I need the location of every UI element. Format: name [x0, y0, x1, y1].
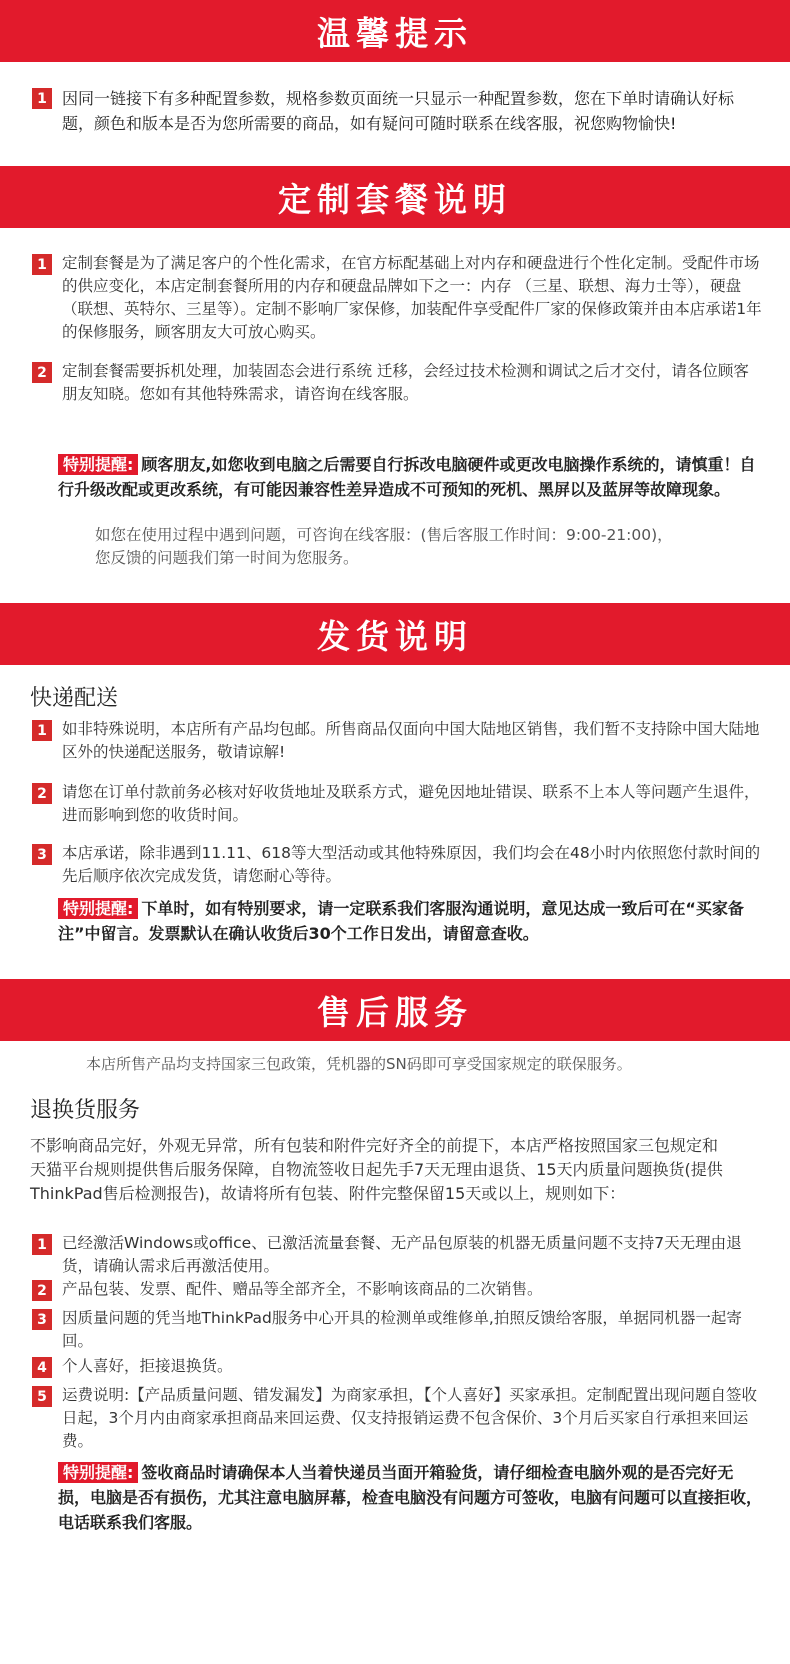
section-banner-shipping	[0, 603, 790, 665]
service-note-line: 如您在使用过程中遇到问题，可咨询在线客服：(售后客服工作时间：9:00-21:00)，	[95, 526, 673, 544]
item-text: 因质量问题的凭当地ThinkPad服务中心开具的检测单或维修单,拍照反馈给客服，单据同机器一起寄回。	[62, 1309, 742, 1350]
item-text: 定制套餐需要拆机处理，加装固态会进行系统 迁移，会经过技术检测和调试之后才交付，请各位顾客朋友知晓。您如有其他特殊需求，请咨询在线客服。	[62, 362, 749, 403]
item-number-badge: 1	[32, 1234, 52, 1255]
section-banner-custom	[0, 166, 790, 228]
item-text: 如非特殊说明，本店所有产品均包邮。所售商品仅面向中国大陆地区销售，我们暂不支持除中国大陆地区外的快递配送服务，敬请谅解!	[62, 720, 760, 761]
service-note-line: 您反馈的问题我们第一时间为您服务。	[95, 549, 359, 567]
list-item	[32, 718, 762, 766]
special-reminder	[58, 896, 762, 946]
item-number-badge: 5	[32, 1386, 52, 1407]
list-item	[32, 1355, 762, 1381]
item-text: 本店承诺，除非遇到11.11、618等大型活动或其他特殊原因，我们均会在48小时内依照您付款时间的先后顺序依次完成发货，请您耐心等待。	[62, 844, 761, 885]
item-number-badge: 1	[32, 254, 52, 275]
list-item	[32, 86, 762, 136]
item-text: 已经激活Windows或office、已激活流量套餐、无产品包原装的机器无质量问题不支持7天无理由退货，请确认需求后再激活使用。	[62, 1234, 742, 1275]
special-reminder-text: 顾客朋友,如您收到电脑之后需要自行拆改电脑硬件或更改电脑操作系统的，请慎重！自行升级改配或更改系统，有可能因兼容性差异造成不可预知的死机、黑屏以及蓝屏等故障现象。	[58, 455, 756, 499]
list-item	[32, 360, 762, 408]
item-number-badge: 2	[32, 362, 52, 383]
special-reminder-tag: 特别提醒:	[58, 454, 138, 475]
item-text: 产品包装、发票、配件、赠品等全部齐全，不影响该商品的二次销售。	[62, 1280, 543, 1298]
item-number-badge: 4	[32, 1357, 52, 1378]
list-item	[32, 252, 762, 347]
list-item	[32, 842, 762, 890]
list-item	[32, 1307, 762, 1355]
list-item	[32, 1384, 762, 1454]
subsection-title: 快递配送	[30, 686, 119, 711]
special-reminder-text: 下单时，如有特别要求，请一定联系我们客服沟通说明，意见达成一致后可在“买家备注”中留言。发票默认在确认收货后30个工作日发出，请留意查收。	[58, 899, 744, 943]
section-title: 温馨提示	[317, 13, 473, 53]
item-number-badge: 2	[32, 783, 52, 804]
item-number-badge: 1	[32, 88, 52, 109]
special-reminder	[58, 1460, 762, 1535]
special-reminder	[58, 452, 762, 502]
item-text: 定制套餐是为了满足客户的个性化需求，在官方标配基础上对内存和硬盘进行个性化定制。受配件市场的供应变化，本店定制套餐所用的内存和硬盘品牌如下之一：内存 （三星、联想、海力士等），硬盘（联想、英特尔、三星等）。定制不影响厂家保修，加装配件享受配件厂家的保修政策并由本店承诺1年的保修服务，顾客朋友大可放心购买。	[62, 254, 762, 341]
item-text: 运费说明:【产品质量问题、错发漏发】为商家承担，【个人喜好】买家承担。定制配置出现问题自签收日起，3个月内由商家承担商品来回运费、仅支持报销运费不包含保价、3个月后买家自行承担来回运费。	[62, 1386, 757, 1450]
special-reminder-text: 签收商品时请确保本人当着快递员当面开箱验货，请仔细检查电脑外观的是否完好无损，电脑是否有损伤，尤其注意电脑屏幕，检查电脑没有问题方可签收，电脑有问题可以直接拒收，电话联系我们客服。	[58, 1463, 763, 1532]
item-number-badge: 1	[32, 720, 52, 741]
item-number-badge: 2	[32, 1280, 52, 1301]
warranty-intro: 本店所售产品均支持国家三包政策，凭机器的SN码即可享受国家规定的联保服务。	[86, 1055, 632, 1073]
special-reminder-tag: 特别提醒:	[58, 898, 138, 919]
service-hours-note	[95, 524, 775, 570]
list-item	[32, 1232, 762, 1280]
list-item	[32, 1278, 762, 1304]
list-item	[32, 781, 762, 829]
section-banner-tips	[0, 0, 790, 62]
item-text: 请您在订单付款前务必核对好收货地址及联系方式，避免因地址错误、联系不上本人等问题产生退件，进而影响到您的收货时间。	[62, 783, 760, 824]
item-number-badge: 3	[32, 1309, 52, 1330]
special-reminder-tag: 特别提醒:	[58, 1462, 138, 1483]
section-title: 定制套餐说明	[278, 179, 512, 219]
section-title: 售后服务	[317, 992, 473, 1032]
section-title: 发货说明	[317, 616, 473, 656]
return-policy-paragraph: 不影响商品完好，外观无异常，所有包装和附件完好齐全的前提下，本店严格按照国家三包规定和天猫平台规则提供售后服务保障，自物流签收日起先手7天无理由退货、15天内质量问题换货(提供ThinkPad售后检测报告)，故请将所有包装、附件完整保留15天或以上，规则如下：	[30, 1136, 723, 1203]
item-number-badge: 3	[32, 844, 52, 865]
item-text: 因同一链接下有多种配置参数，规格参数页面统一只显示一种配置参数，您在下单时请确认好标题，颜色和版本是否为您所需要的商品，如有疑问可随时联系在线客服，祝您购物愉快!	[62, 89, 735, 133]
subsection-title: 退换货服务	[30, 1098, 141, 1123]
item-text: 个人喜好，拒接退换货。	[62, 1357, 233, 1375]
section-banner-aftersale	[0, 979, 790, 1041]
